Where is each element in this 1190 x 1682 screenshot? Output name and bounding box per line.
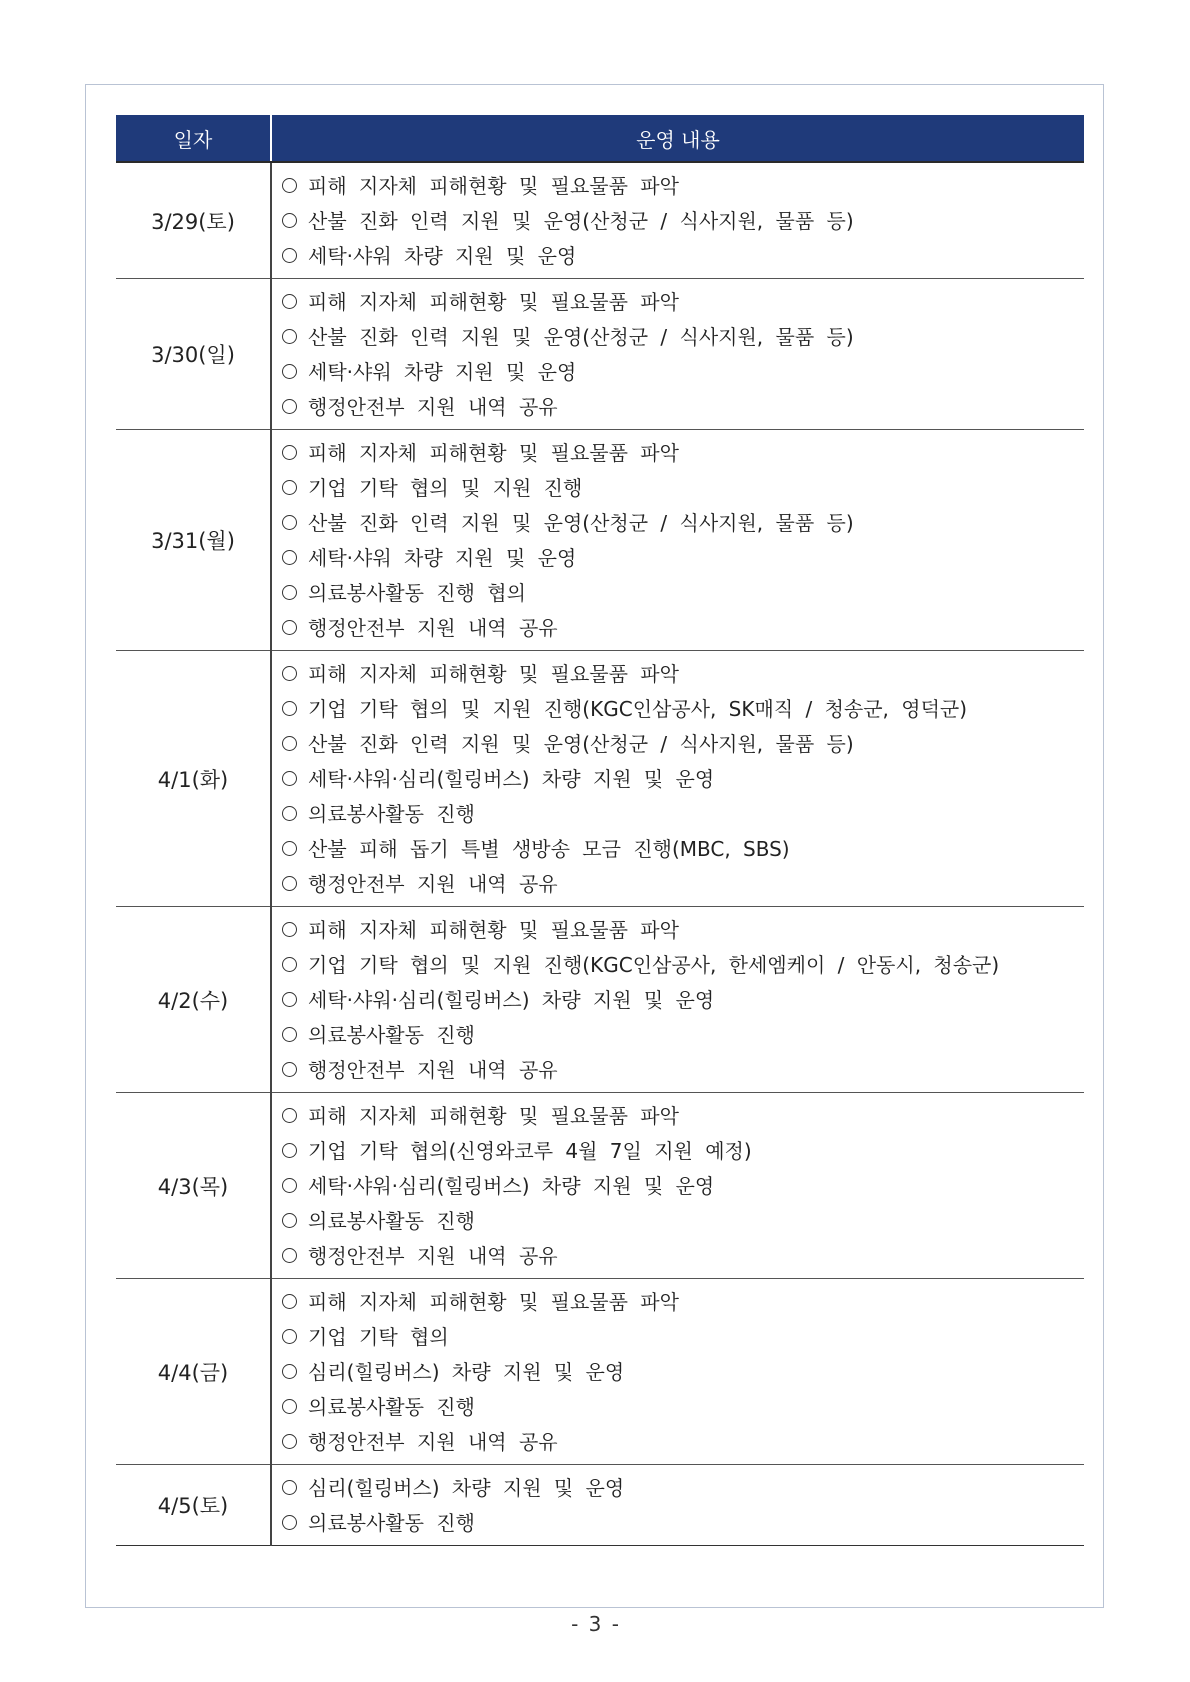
table-row bbox=[116, 907, 1084, 1093]
circle-bullet-icon bbox=[282, 480, 297, 495]
circle-bullet-icon bbox=[282, 620, 297, 635]
circle-bullet-icon bbox=[282, 992, 297, 1007]
list-item-text: 산불 진화 인력 지원 및 운영(산청군 / 식사지원, 물품 등) bbox=[308, 208, 854, 233]
circle-bullet-icon bbox=[282, 294, 297, 309]
circle-bullet-icon bbox=[282, 585, 297, 600]
list-item bbox=[282, 1168, 1084, 1203]
date-cell: 3/29(토) bbox=[116, 162, 271, 279]
list-item bbox=[282, 470, 1084, 505]
list-item bbox=[282, 319, 1084, 354]
list-item bbox=[282, 796, 1084, 831]
list-item bbox=[282, 1133, 1084, 1168]
list-item-text: 피해 지자체 피해현황 및 필요물품 파악 bbox=[308, 1289, 679, 1314]
list-item bbox=[282, 284, 1084, 319]
content-cell bbox=[271, 651, 1084, 907]
circle-bullet-icon bbox=[282, 922, 297, 937]
list-item-text: 심리(힐링버스) 차량 지원 및 운영 bbox=[308, 1359, 625, 1384]
table-row bbox=[116, 651, 1084, 907]
list-item-text: 기업 기탁 협의(신영와코루 4월 7일 지원 예정) bbox=[308, 1138, 752, 1163]
list-item bbox=[282, 575, 1084, 610]
content-cell bbox=[271, 1465, 1084, 1546]
list-item-text: 의료봉사활동 진행 bbox=[308, 1022, 475, 1047]
list-item bbox=[282, 1203, 1084, 1238]
circle-bullet-icon bbox=[282, 1178, 297, 1193]
list-item bbox=[282, 1354, 1084, 1389]
list-item bbox=[282, 656, 1084, 691]
list-item bbox=[282, 389, 1084, 424]
schedule-table bbox=[116, 115, 1084, 1546]
content-cell bbox=[271, 430, 1084, 651]
date-cell: 3/31(월) bbox=[116, 430, 271, 651]
list-item-text: 피해 지자체 피해현황 및 필요물품 파악 bbox=[308, 1103, 679, 1128]
list-item-text: 피해 지자체 피해현황 및 필요물품 파악 bbox=[308, 661, 679, 686]
list-item-text: 심리(힐링버스) 차량 지원 및 운영 bbox=[308, 1475, 625, 1500]
circle-bullet-icon bbox=[282, 1480, 297, 1495]
list-item bbox=[282, 761, 1084, 796]
circle-bullet-icon bbox=[282, 771, 297, 786]
list-item-text: 세탁·샤워 차량 지원 및 운영 bbox=[308, 545, 577, 570]
page-number: - 3 - bbox=[571, 1612, 619, 1636]
list-item bbox=[282, 1424, 1084, 1459]
header-date: 일자 bbox=[116, 115, 271, 162]
list-item-text: 산불 피해 돕기 특별 생방송 모금 진행(MBC, SBS) bbox=[308, 836, 790, 861]
circle-bullet-icon bbox=[282, 1364, 297, 1379]
list-item-text: 행정안전부 지원 내역 공유 bbox=[308, 1429, 558, 1454]
circle-bullet-icon bbox=[282, 1329, 297, 1344]
circle-bullet-icon bbox=[282, 957, 297, 972]
list-item-text: 세탁·샤워·심리(힐링버스) 차량 지원 및 운영 bbox=[308, 987, 715, 1012]
list-item bbox=[282, 691, 1084, 726]
list-item bbox=[282, 1017, 1084, 1052]
circle-bullet-icon bbox=[282, 1515, 297, 1530]
list-item-text: 행정안전부 지원 내역 공유 bbox=[308, 615, 558, 640]
date-cell: 4/1(화) bbox=[116, 651, 271, 907]
list-item-text: 기업 기탁 협의 및 지원 진행 bbox=[308, 475, 583, 500]
list-item bbox=[282, 1098, 1084, 1133]
list-item-text: 세탁·샤워 차량 지원 및 운영 bbox=[308, 359, 577, 384]
date-cell: 4/4(금) bbox=[116, 1279, 271, 1465]
content-cell bbox=[271, 279, 1084, 430]
circle-bullet-icon bbox=[282, 248, 297, 263]
list-item bbox=[282, 354, 1084, 389]
circle-bullet-icon bbox=[282, 1399, 297, 1414]
list-item bbox=[282, 1470, 1084, 1505]
list-item bbox=[282, 540, 1084, 575]
table-header-row bbox=[116, 115, 1084, 162]
list-item bbox=[282, 1505, 1084, 1540]
circle-bullet-icon bbox=[282, 1248, 297, 1263]
circle-bullet-icon bbox=[282, 1294, 297, 1309]
list-item bbox=[282, 1284, 1084, 1319]
schedule-body bbox=[116, 162, 1084, 1546]
list-item bbox=[282, 947, 1084, 982]
circle-bullet-icon bbox=[282, 364, 297, 379]
table-row bbox=[116, 430, 1084, 651]
list-item bbox=[282, 831, 1084, 866]
list-item bbox=[282, 1238, 1084, 1273]
circle-bullet-icon bbox=[282, 213, 297, 228]
circle-bullet-icon bbox=[282, 1108, 297, 1123]
date-cell: 4/5(토) bbox=[116, 1465, 271, 1546]
list-item-text: 기업 기탁 협의 및 지원 진행(KGC인삼공사, 한세엠케이 / 안동시, 청송군) bbox=[308, 952, 1000, 977]
list-item-text: 세탁·샤워 차량 지원 및 운영 bbox=[308, 243, 577, 268]
table-row bbox=[116, 1465, 1084, 1546]
circle-bullet-icon bbox=[282, 701, 297, 716]
date-cell: 4/2(수) bbox=[116, 907, 271, 1093]
list-item bbox=[282, 505, 1084, 540]
list-item-text: 의료봉사활동 진행 bbox=[308, 801, 475, 826]
list-item bbox=[282, 726, 1084, 761]
table-row bbox=[116, 162, 1084, 279]
circle-bullet-icon bbox=[282, 736, 297, 751]
circle-bullet-icon bbox=[282, 1434, 297, 1449]
list-item-text: 세탁·샤워·심리(힐링버스) 차량 지원 및 운영 bbox=[308, 766, 715, 791]
list-item-text: 피해 지자체 피해현황 및 필요물품 파악 bbox=[308, 440, 679, 465]
circle-bullet-icon bbox=[282, 841, 297, 856]
circle-bullet-icon bbox=[282, 445, 297, 460]
circle-bullet-icon bbox=[282, 178, 297, 193]
list-item bbox=[282, 982, 1084, 1017]
circle-bullet-icon bbox=[282, 550, 297, 565]
list-item-text: 산불 진화 인력 지원 및 운영(산청군 / 식사지원, 물품 등) bbox=[308, 324, 854, 349]
list-item-text: 산불 진화 인력 지원 및 운영(산청군 / 식사지원, 물품 등) bbox=[308, 510, 854, 535]
list-item bbox=[282, 1052, 1084, 1087]
circle-bullet-icon bbox=[282, 1213, 297, 1228]
circle-bullet-icon bbox=[282, 876, 297, 891]
list-item-text: 의료봉사활동 진행 협의 bbox=[308, 580, 526, 605]
list-item-text: 산불 진화 인력 지원 및 운영(산청군 / 식사지원, 물품 등) bbox=[308, 731, 854, 756]
circle-bullet-icon bbox=[282, 399, 297, 414]
content-cell bbox=[271, 162, 1084, 279]
circle-bullet-icon bbox=[282, 1027, 297, 1042]
list-item bbox=[282, 912, 1084, 947]
content-cell bbox=[271, 1279, 1084, 1465]
circle-bullet-icon bbox=[282, 666, 297, 681]
list-item-text: 의료봉사활동 진행 bbox=[308, 1394, 475, 1419]
circle-bullet-icon bbox=[282, 329, 297, 344]
table-row bbox=[116, 1279, 1084, 1465]
list-item bbox=[282, 866, 1084, 901]
list-item bbox=[282, 203, 1084, 238]
list-item-text: 행정안전부 지원 내역 공유 bbox=[308, 1057, 558, 1082]
circle-bullet-icon bbox=[282, 806, 297, 821]
date-cell: 4/3(목) bbox=[116, 1093, 271, 1279]
list-item-text: 세탁·샤워·심리(힐링버스) 차량 지원 및 운영 bbox=[308, 1173, 715, 1198]
list-item-text: 행정안전부 지원 내역 공유 bbox=[308, 394, 558, 419]
circle-bullet-icon bbox=[282, 1143, 297, 1158]
list-item bbox=[282, 435, 1084, 470]
date-cell: 3/30(일) bbox=[116, 279, 271, 430]
list-item-text: 행정안전부 지원 내역 공유 bbox=[308, 1243, 558, 1268]
list-item-text: 의료봉사활동 진행 bbox=[308, 1208, 475, 1233]
header-content: 운영 내용 bbox=[271, 115, 1084, 162]
list-item-text: 기업 기탁 협의 bbox=[308, 1324, 449, 1349]
list-item bbox=[282, 610, 1084, 645]
list-item-text: 의료봉사활동 진행 bbox=[308, 1510, 475, 1535]
list-item-text: 기업 기탁 협의 및 지원 진행(KGC인삼공사, SK매직 / 청송군, 영덕군) bbox=[308, 696, 968, 721]
table-row bbox=[116, 279, 1084, 430]
list-item-text: 피해 지자체 피해현황 및 필요물품 파악 bbox=[308, 917, 679, 942]
content-cell bbox=[271, 907, 1084, 1093]
list-item-text: 피해 지자체 피해현황 및 필요물품 파악 bbox=[308, 173, 679, 198]
circle-bullet-icon bbox=[282, 515, 297, 530]
list-item-text: 행정안전부 지원 내역 공유 bbox=[308, 871, 558, 896]
list-item-text: 피해 지자체 피해현황 및 필요물품 파악 bbox=[308, 289, 679, 314]
list-item bbox=[282, 1319, 1084, 1354]
table-row bbox=[116, 1093, 1084, 1279]
circle-bullet-icon bbox=[282, 1062, 297, 1077]
list-item bbox=[282, 1389, 1084, 1424]
list-item bbox=[282, 238, 1084, 273]
content-cell bbox=[271, 1093, 1084, 1279]
list-item bbox=[282, 168, 1084, 203]
